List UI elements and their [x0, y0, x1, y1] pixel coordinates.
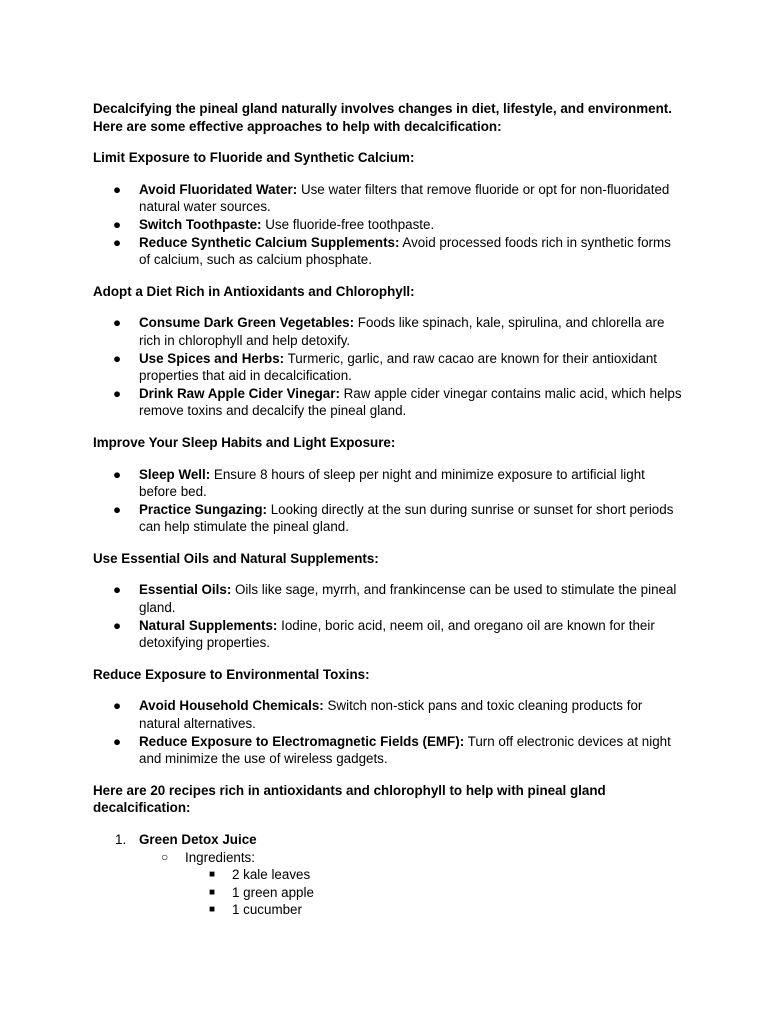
item-title: Avoid Fluoridated Water:	[139, 181, 298, 197]
bullet-icon: ●	[113, 698, 122, 714]
item-text: Use water filters that remove fluoride or opt for non-fluoridated natural water sources.	[139, 181, 670, 215]
item-text: Iodine, boric acid, neem oil, and oregano oil are known for their detoxifying properties.	[139, 617, 655, 651]
section-heading: Limit Exposure to Fluoride and Synthetic Calcium:	[93, 150, 415, 166]
intro-paragraph: Decalcifying the pineal gland naturally involves changes in diet, lifestyle, and environment. Here are some effective approaches to help with decalcification:	[93, 101, 672, 134]
item-text: Switch non-stick pans and toxic cleaning products for natural alternatives.	[139, 698, 643, 732]
item-title: Switch Toothpaste:	[139, 216, 262, 232]
recipe-sub-item	[93, 849, 683, 867]
recipe-number: 1.	[115, 832, 127, 847]
item-title: Essential Oils:	[139, 582, 232, 598]
ingredients-label: Ingredients:	[185, 849, 255, 865]
list-item	[93, 617, 683, 652]
item-text: Ensure 8 hours of sleep per night and minimize exposure to artificial light before bed.	[139, 466, 645, 500]
recipe-title: Green Detox Juice	[139, 832, 257, 847]
list-item	[93, 466, 683, 501]
section-heading: Reduce Exposure to Environmental Toxins:	[93, 666, 370, 682]
item-title: Sleep Well:	[139, 466, 211, 482]
square-bullet-icon: ■	[209, 904, 216, 916]
item-title: Drink Raw Apple Cider Vinegar:	[139, 385, 340, 401]
list-item	[93, 350, 683, 385]
recipe-item	[93, 831, 683, 849]
item-title: Natural Supplements:	[139, 617, 278, 633]
bullet-icon: ●	[113, 466, 122, 482]
ingredient-text: 1 cucumber	[232, 902, 302, 918]
item-title: Avoid Household Chemicals:	[139, 698, 324, 714]
bullet-list	[93, 581, 683, 651]
bullet-icon: ●	[113, 234, 122, 250]
ingredient-text: 1 green apple	[232, 884, 314, 900]
list-item	[93, 501, 683, 536]
bullet-icon: ●	[113, 501, 122, 517]
item-title: Reduce Synthetic Calcium Supplements:	[139, 234, 400, 250]
bullet-list	[93, 314, 683, 420]
bullet-icon: ●	[113, 582, 122, 598]
item-title: Practice Sungazing:	[139, 501, 267, 517]
bullet-icon: ●	[113, 181, 122, 197]
list-item	[93, 314, 683, 349]
list-item	[93, 581, 683, 616]
ingredient-item	[93, 866, 683, 884]
recipes-intro: Here are 20 recipes rich in antioxidants and chlorophyll to help with pineal gland decalcification:	[93, 782, 606, 816]
item-text: Raw apple cider vinegar contains malic acid, which helps remove toxins and decalcify the pineal gland.	[139, 385, 682, 419]
section-heading: Adopt a Diet Rich in Antioxidants and Chlorophyll:	[93, 283, 415, 299]
item-text: Avoid processed foods rich in synthetic forms of calcium, such as calcium phosphate.	[139, 234, 671, 268]
item-title: Reduce Exposure to Electromagnetic Fields (EMF):	[139, 733, 465, 749]
section-heading: Use Essential Oils and Natural Supplements:	[93, 550, 379, 566]
bullet-icon: ●	[113, 385, 122, 401]
bullet-icon: ●	[113, 216, 122, 232]
item-text: Foods like spinach, kale, spirulina, and chlorella are rich in chlorophyll and help detoxify.	[139, 315, 665, 348]
section-heading: Improve Your Sleep Habits and Light Exposure:	[93, 434, 396, 450]
ingredient-text: 2 kale leaves	[232, 867, 311, 883]
item-text: Oils like sage, myrrh, and frankincense can be used to stimulate the pineal gland.	[139, 582, 677, 616]
bullet-list	[93, 697, 683, 767]
bullet-icon: ●	[113, 733, 122, 749]
item-text: Turn off electronic devices at night and minimize the use of wireless gadgets.	[139, 733, 671, 767]
list-item	[93, 385, 683, 420]
list-item	[93, 216, 683, 234]
square-bullet-icon: ■	[209, 886, 216, 898]
list-item	[93, 697, 683, 732]
bullet-list	[93, 466, 683, 536]
item-text: Turmeric, garlic, and raw cacao are known for their antioxidant properties that aid in decalcification.	[139, 350, 658, 384]
item-title: Use Spices and Herbs:	[139, 350, 285, 366]
ingredient-item	[93, 884, 683, 902]
square-bullet-icon: ■	[209, 869, 216, 881]
circle-bullet-icon: ○	[161, 849, 169, 864]
bullet-icon: ●	[113, 315, 122, 331]
list-item	[93, 234, 683, 269]
bullet-list	[93, 181, 683, 269]
bullet-icon: ●	[113, 617, 122, 633]
list-item	[93, 733, 683, 768]
item-title: Consume Dark Green Vegetables:	[139, 315, 355, 331]
list-item	[93, 181, 683, 216]
bullet-icon: ●	[113, 350, 122, 366]
item-text: Looking directly at the sun during sunrise or sunset for short periods can help stimulate the pineal gland.	[139, 501, 674, 535]
item-text: Use fluoride-free toothpaste.	[261, 216, 435, 232]
document-page	[93, 100, 683, 919]
ingredient-item	[93, 901, 683, 919]
